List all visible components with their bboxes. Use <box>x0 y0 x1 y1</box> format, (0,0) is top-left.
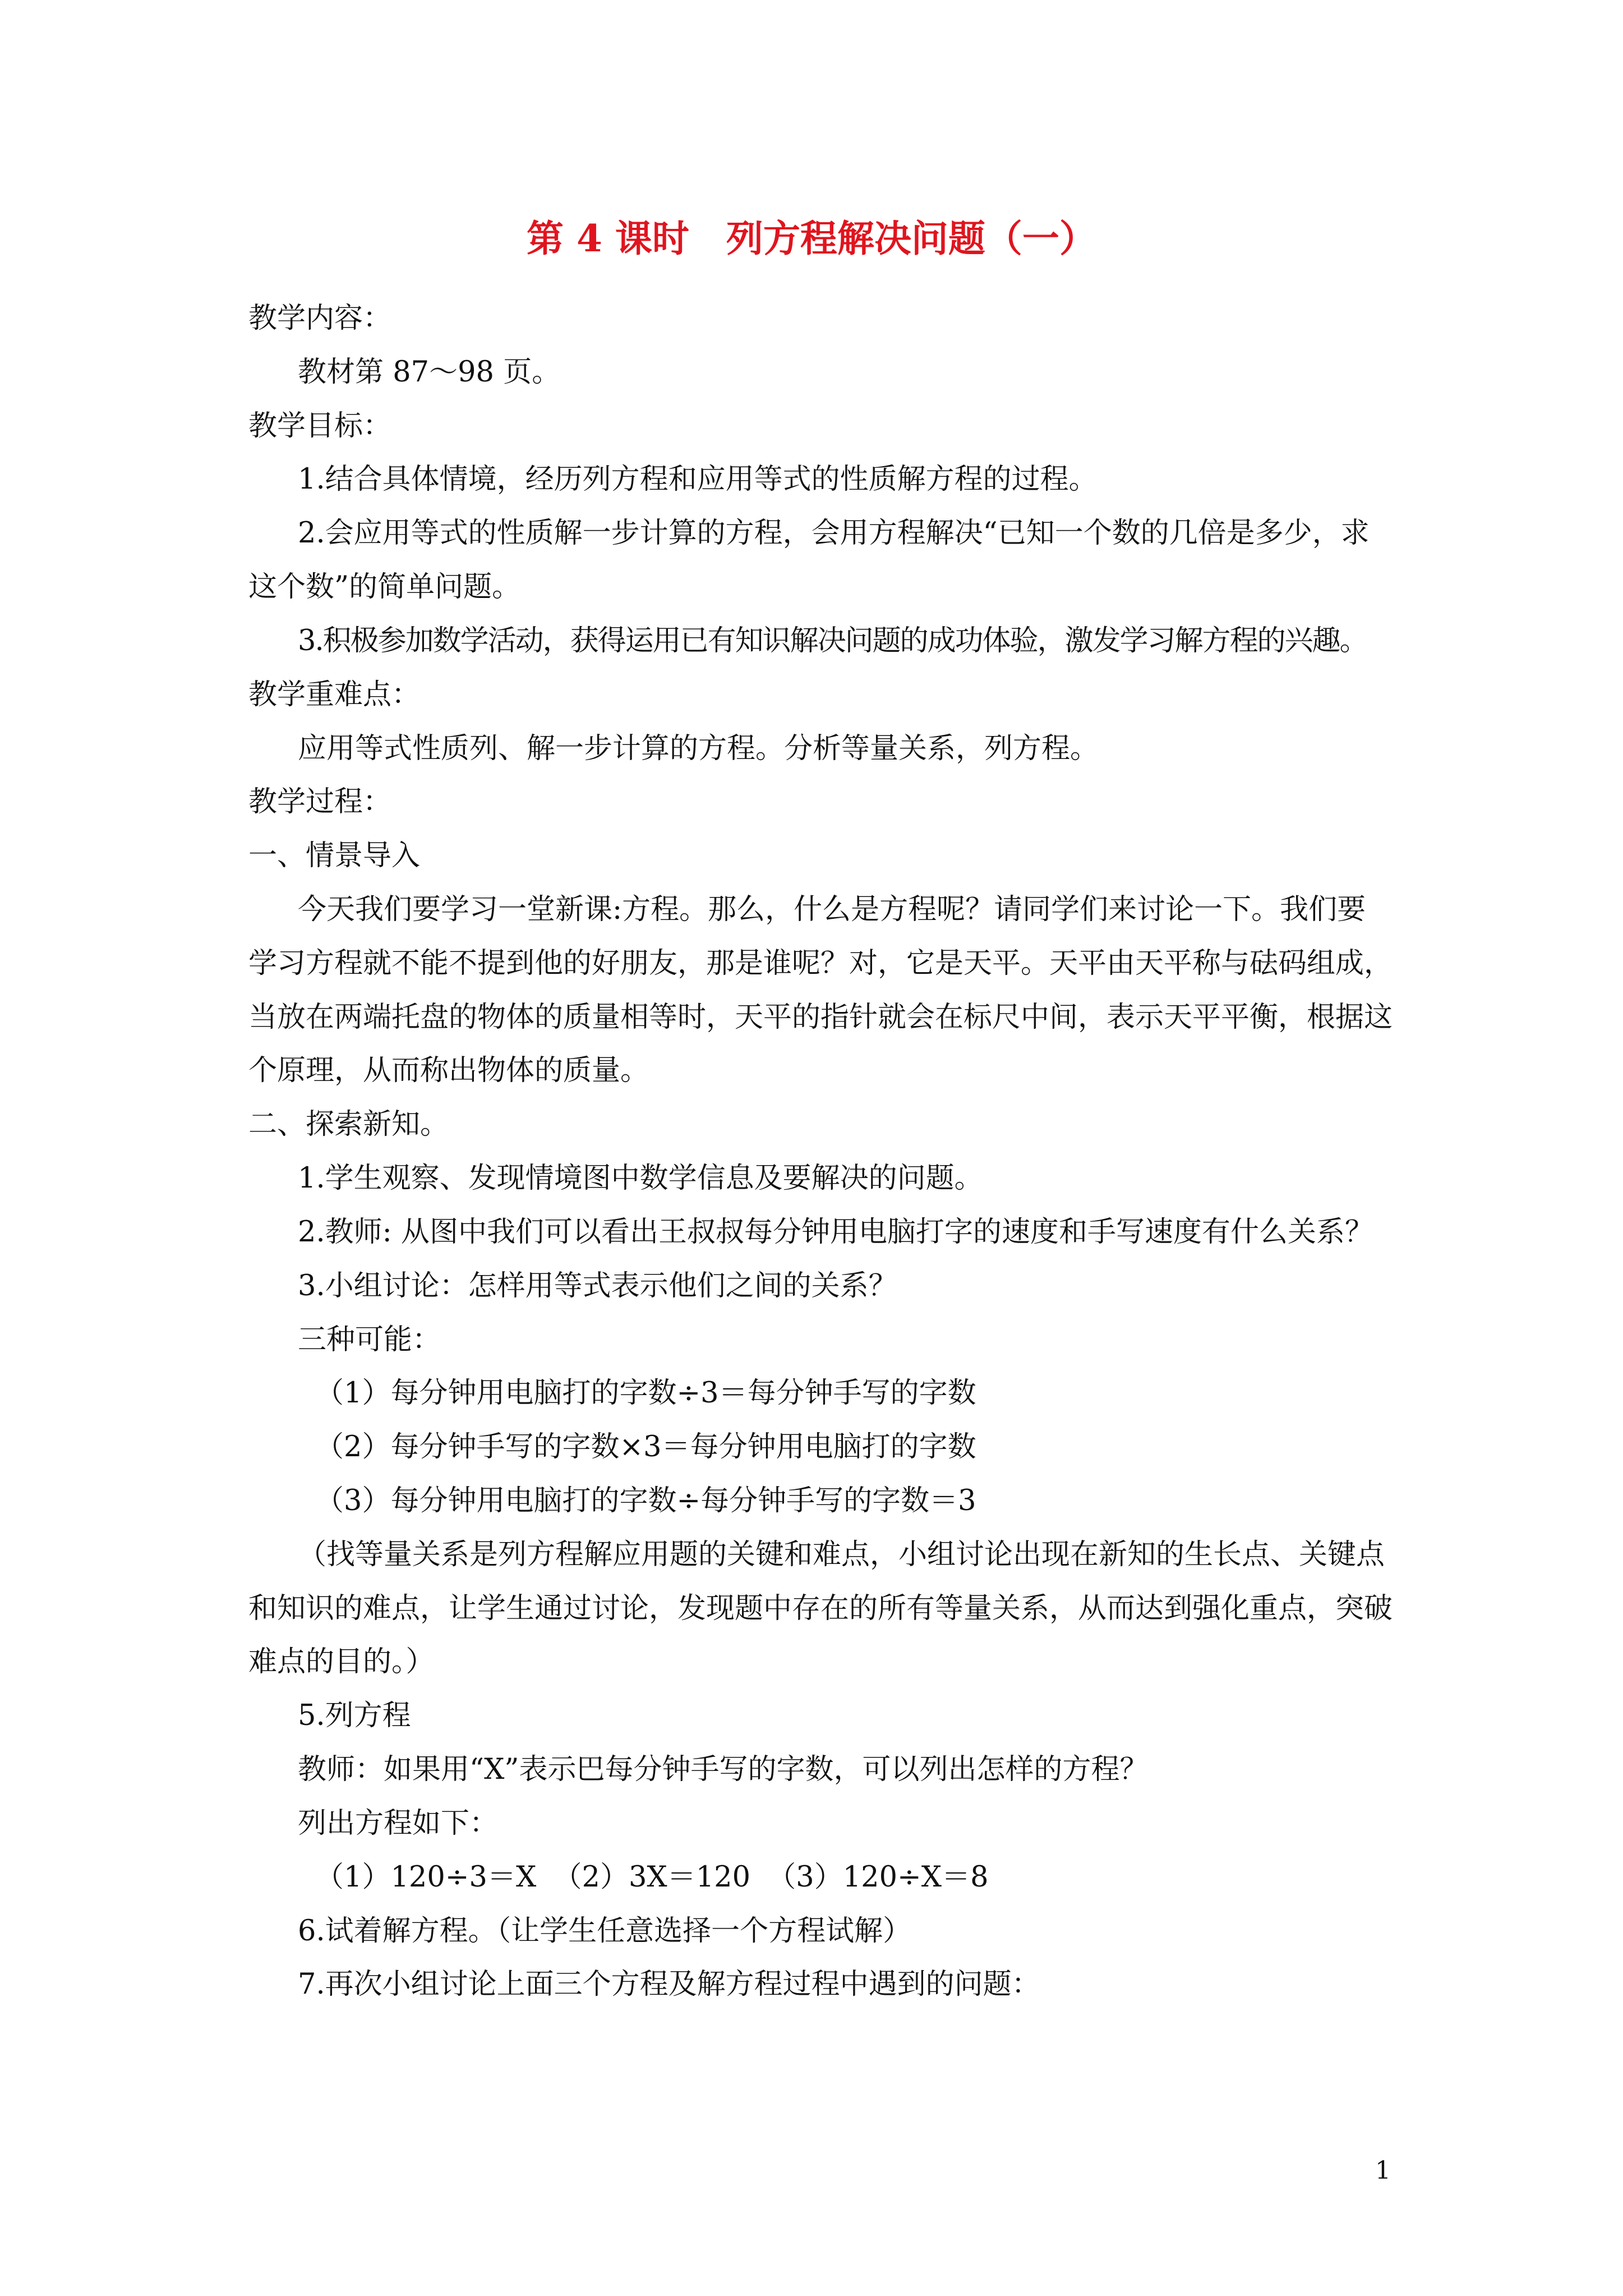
page-title: 第 4 课时 列方程解决问题（一） <box>527 217 1096 260</box>
content-text: 教材第 87～98 页。 <box>298 356 561 389</box>
teacher-question: 教师：如果用“X”表示巴每分钟手写的字数，可以列出怎样的方程？ <box>298 1753 1149 1786</box>
content-heading: 教学内容： <box>248 302 392 335</box>
goal-2-line2: 这个数”的简单问题。 <box>248 570 521 604</box>
step-6: 6.试着解方程。（让学生任意选择一个方程试解） <box>298 1915 912 1948</box>
part1-line1: 今天我们要学习一堂新课:方程。那么，什么是方程呢？请同学们来讨论一下。我们要 <box>298 893 1366 926</box>
step-1: 1.学生观察、发现情境图中数学信息及要解决的问题。 <box>298 1162 983 1195</box>
way-3: （3）每分钟用电脑打的字数÷每分钟手写的字数＝3 <box>315 1484 976 1517</box>
note-line2: 和知识的难点，让学生通过讨论，发现题中存在的所有等量关系，从而达到强化重点，突破 <box>248 1592 1393 1625</box>
step-3: 3.小组讨论：怎样用等式表示他们之间的关系？ <box>298 1269 897 1303</box>
note-line3: 难点的目的。） <box>248 1645 435 1678</box>
page-number: 1 <box>1375 2156 1391 2185</box>
part2-heading: 二、探索新知。 <box>248 1108 449 1141</box>
list-equations-label: 列出方程如下： <box>298 1807 499 1840</box>
keypoints-heading: 教学重难点： <box>248 678 421 711</box>
step-7: 7.再次小组讨论上面三个方程及解方程过程中遇到的问题： <box>298 1968 1040 2001</box>
part1-line3: 当放在两端托盘的物体的质量相等时，天平的指针就会在标尺中间，表示天平平衡，根据这 <box>248 1001 1393 1034</box>
way-2: （2）每分钟手写的字数×3＝每分钟用电脑打的字数 <box>315 1430 976 1464</box>
step-2: 2.教师: 从图中我们可以看出王叔叔每分钟用电脑打字的速度和手写速度有什么关系？ <box>298 1216 1374 1249</box>
process-heading: 教学过程： <box>248 785 392 818</box>
part1-heading: 一、情景导入 <box>248 839 421 872</box>
goal-2-line1: 2.会应用等式的性质解一步计算的方程，会用方程解决“已知一个数的几倍是多少，求 <box>298 517 1370 550</box>
keypoints-text: 应用等式性质列、解一步计算的方程。分析等量关系，列方程。 <box>298 732 1099 765</box>
note-line1: （找等量关系是列方程解应用题的关键和难点，小组讨论出现在新知的生长点、关键点 <box>298 1538 1385 1571</box>
goals-heading: 教学目标： <box>248 409 392 443</box>
way-1: （1）每分钟用电脑打的字数÷3＝每分钟手写的字数 <box>315 1377 976 1410</box>
part1-line4: 个原理，从而称出物体的质量。 <box>248 1054 649 1087</box>
goal-1: 1.结合具体情境，经历列方程和应用等式的性质解方程的过程。 <box>298 463 1098 496</box>
part1-line2: 学习方程就不能不提到他的好朋友，那是谁呢？对，它是天平。天平由天平称与砝码组成， <box>248 947 1393 980</box>
step-5: 5.列方程 <box>298 1699 411 1732</box>
three-ways: 三种可能： <box>298 1323 441 1356</box>
goal-3: 3.积极参加数学活动，获得运用已有知识解决问题的成功体验，激发学习解方程的兴趣。 <box>298 624 1367 657</box>
equations: （1）120÷3＝X （2）3X＝120 （3）120÷X＝8 <box>315 1861 989 1894</box>
